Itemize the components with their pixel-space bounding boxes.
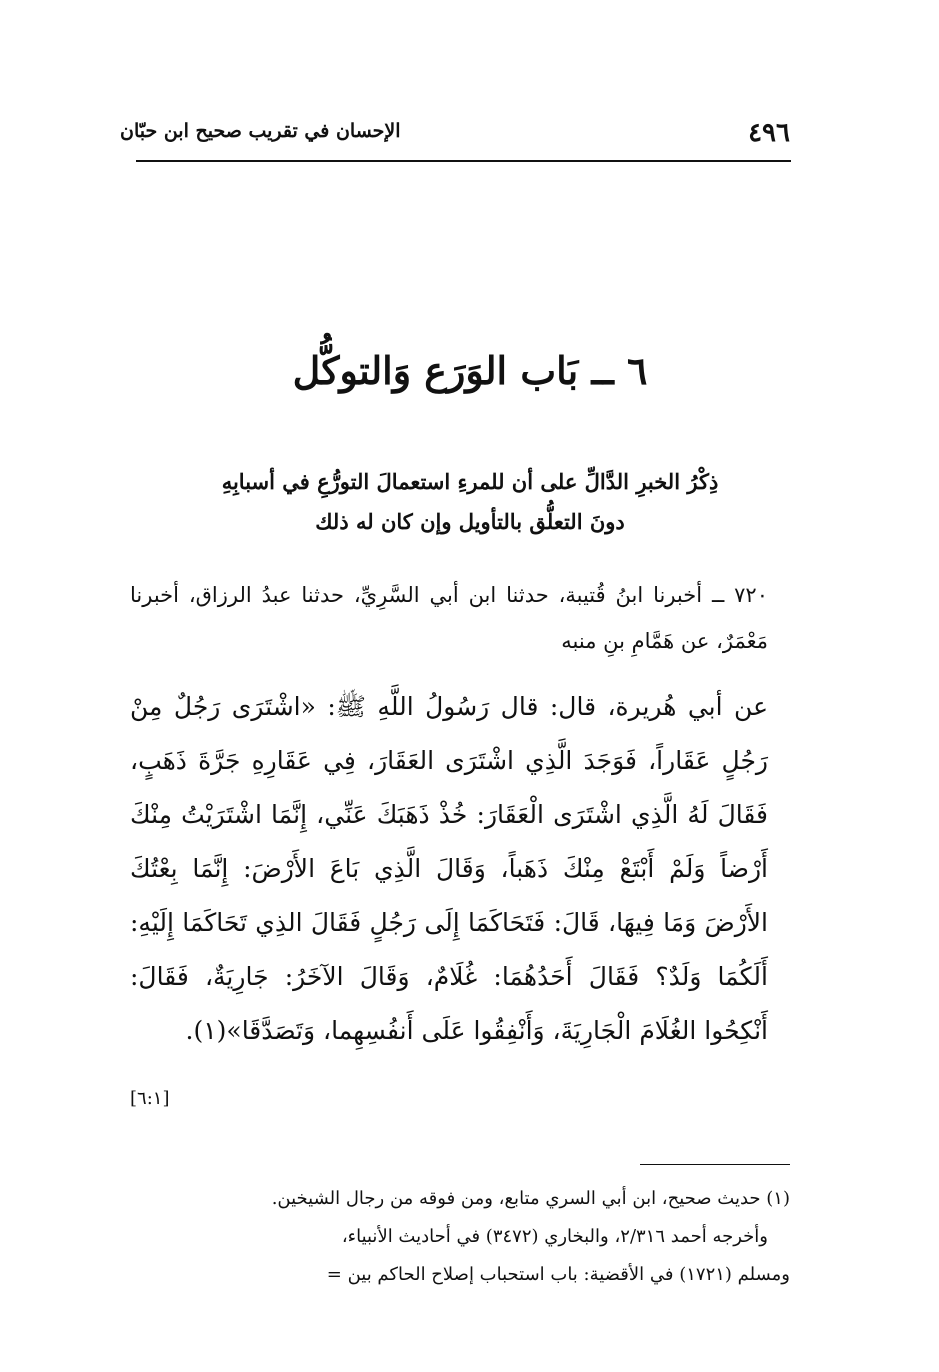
footnote-line-2: وأخرجه أحمد ٢/٣١٦، والبخاري (٣٤٧٢) في أحاديث الأنبياء، (341, 1226, 768, 1247)
section-heading-line-2: دونَ التعلُّق بالتأويل وإن كان له ذلك (315, 509, 625, 534)
matn-text: عن أبي هُريرة، قال: قال رَسُولُ اللَّهِ ﷺ: «اشْتَرَى رَجُلٌ مِنْ رَجُلٍ عَقَاراً، فَوَجَدَ الَّذِي اشْتَرَى العَقَارَ، فِي عَقَارِهِ جَرَّةَ ذَهَبٍ، فَقَالَ لَهُ الَّذِي اشْتَرَى الْعَقَارَ: خُذْ ذَهَبَكَ عَنِّي، إِنَّمَا اشْتَرَيْتُ مِنْكَ أَرْضاً وَلَمْ أَبْتَعْ مِنْكَ ذَهَباً، وَقَالَ الَّذِي بَاعَ الأَرْضَ: إِنَّمَا بِعْتُكَ الأَرْضَ وَمَا فِيهَا، قَالَ: فَتَحَاكَمَا إِلَى رَجُلٍ فَقَالَ الذِي تَحَاكَمَا إِلَيْهِ: أَلَكُمَا وَلَدٌ؟ فَقَالَ أَحَدُهُمَا: غُلَامٌ، وَقَالَ الآخَرُ: جَارِيَةٌ، فَقَالَ: أَنْكِحُوا الغُلَامَ الْجَارِيَةَ، وَأَنْفِقُوا عَلَى أَنفُسِهِما، وَتَصَدَّقَا»(١). (130, 692, 768, 1045)
footnotes (120, 1180, 790, 1294)
running-header-title: الإحسان في تقريب صحيح ابن حبّان (120, 120, 401, 142)
section-heading-line-1: ذِكْرُ الخبرِ الدَّالِّ على أن للمرءِ استعمالَ التورُّعِ في أسبابِهِ (221, 469, 719, 494)
chapter-title: ٦ ــ بَاب الوَرَع وَالتوكُّل (292, 348, 648, 393)
footnote-line-3: ومسلم (١٧٢١) في الأقضية: باب استحباب إصلاح الحاكم بين = (326, 1264, 790, 1285)
hadith-isnad (130, 572, 790, 664)
section-heading (150, 462, 790, 542)
footnote-divider (640, 1164, 790, 1165)
page-number: ٤٩٦ (748, 118, 790, 148)
footnote-line-1: (١) حديث صحيح، ابن أبي السري متابع، ومن فوقه من رجال الشيخين. (271, 1188, 790, 1209)
header-divider (136, 160, 791, 162)
isnad-text: ٧٢٠ ــ أخبرنا ابنُ قُتيبة، حدثنا ابن أبي السَّرِيِّ، حدثنا عبدُ الرزاق، أخبرنا مَعْمَرٌ، عن هَمَّامِ بنِ منبه (130, 583, 768, 653)
hadith-matn (130, 680, 790, 1058)
hadith-reference: [٦:١] (130, 1088, 170, 1109)
